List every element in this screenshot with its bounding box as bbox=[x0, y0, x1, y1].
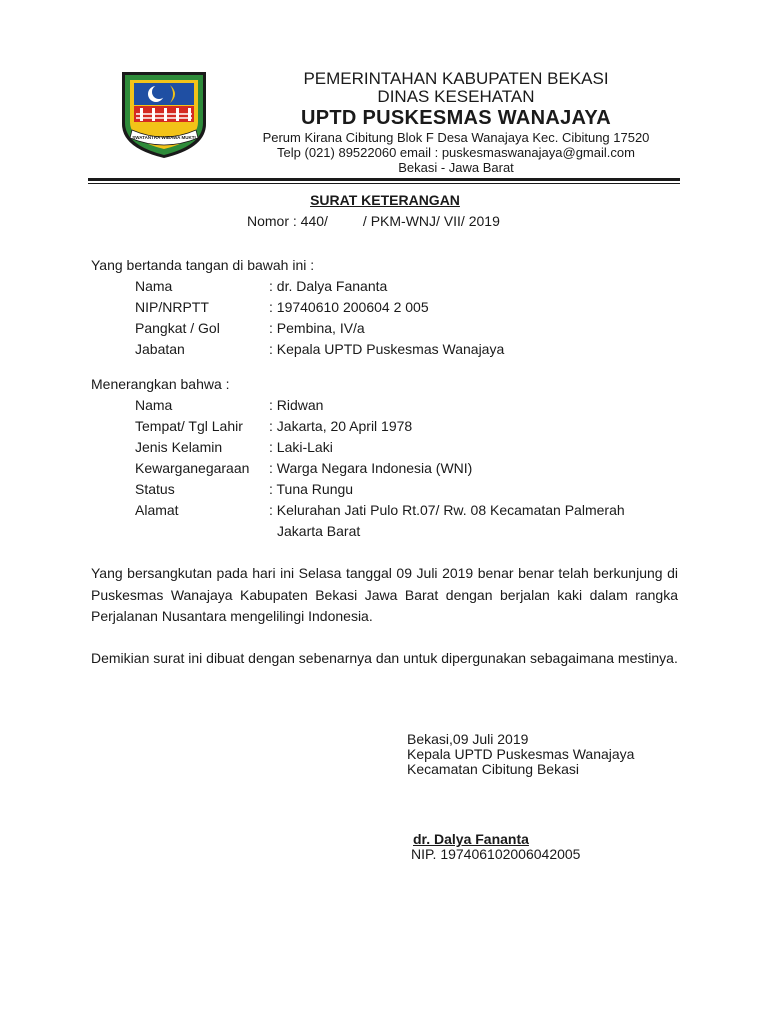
signer-intro: Yang bertanda tangan di bawah ini : bbox=[91, 257, 315, 273]
letterhead-region: Bekasi - Jawa Barat bbox=[398, 160, 514, 175]
letterhead-divider-thick bbox=[88, 178, 680, 181]
letterhead-divider-thin bbox=[88, 183, 680, 184]
logo-motto: SWATANTRA WIBAWA MUKTI bbox=[132, 135, 196, 140]
signer-label: Jabatan bbox=[135, 341, 185, 357]
closing-paragraph: Demikian surat ini dibuat dengan sebenarnya dan untuk dipergunakan sebagaimana mestinya. bbox=[91, 650, 678, 666]
subject-value: : Ridwan bbox=[269, 397, 324, 413]
letterhead-institution: UPTD PUSKESMAS WANAJAYA bbox=[301, 107, 611, 129]
signer-label: NIP/NRPTT bbox=[135, 299, 209, 315]
subject-label: Status bbox=[135, 481, 175, 497]
statement-paragraph: Yang bersangkutan pada hari ini Selasa tanggal 09 Juli 2019 benar benar telah berkunjung di Puskesmas Wanajaya Kabupaten Bekasi Jawa Barat dengan berjalan kaki dalam rangka Perjalanan Nusantara mengelilingi Indonesia. bbox=[91, 565, 678, 624]
signer-value: : 19740610 200604 2 005 bbox=[269, 299, 429, 315]
subject-label: Nama bbox=[135, 397, 173, 413]
letterhead-government: PEMERINTAHAN KABUPATEN BEKASI bbox=[303, 69, 609, 88]
subject-value: : Laki-Laki bbox=[269, 439, 333, 455]
letterhead-contact: Telp (021) 89522060 email : puskesmaswanajaya@gmail.com bbox=[277, 145, 635, 160]
subject-label: Kewarganegaraan bbox=[135, 460, 250, 476]
letter-number: Nomor : 440/ / PKM-WNJ/ VII/ 2019 bbox=[247, 213, 500, 229]
signature-place-date: Bekasi,09 Juli 2019 bbox=[407, 731, 529, 747]
subject-value: : Tuna Rungu bbox=[269, 481, 354, 497]
signer-value: : Pembina, IV/a bbox=[269, 320, 365, 336]
letterhead-address: Perum Kirana Cibitung Blok F Desa Wanajaya Kec. Cibitung 17520 bbox=[262, 130, 650, 145]
subject-label: Tempat/ Tgl Lahir bbox=[135, 418, 243, 434]
letterhead bbox=[228, 70, 684, 175]
signer-value: : Kepala UPTD Puskesmas Wanajaya bbox=[269, 341, 505, 357]
signer-value: : dr. Dalya Fananta bbox=[269, 278, 388, 294]
letter-title: SURAT KETERANGAN bbox=[310, 192, 460, 208]
subject-label: Alamat bbox=[135, 502, 179, 518]
subject-value: : Jakarta, 20 April 1978 bbox=[269, 418, 413, 434]
letter-title-wrap bbox=[0, 192, 768, 210]
signature-position-area: Kecamatan Cibitung Bekasi bbox=[407, 761, 579, 777]
signature-position: Kepala UPTD Puskesmas Wanajaya bbox=[407, 746, 635, 762]
bekasi-regency-logo bbox=[118, 68, 210, 160]
signer-label: Pangkat / Gol bbox=[135, 320, 220, 336]
letterhead-department: DINAS KESEHATAN bbox=[377, 87, 535, 106]
subject-value: : Warga Negara Indonesia (WNI) bbox=[269, 460, 473, 476]
subject-address-continued: Jakarta Barat bbox=[277, 523, 361, 539]
signer-label: Nama bbox=[135, 278, 173, 294]
subject-value: : Kelurahan Jati Pulo Rt.07/ Rw. 08 Kecamatan Palmerah bbox=[269, 502, 625, 518]
subject-intro: Menerangkan bahwa : bbox=[91, 376, 230, 392]
signature-name: dr. Dalya Fananta bbox=[413, 831, 529, 847]
subject-label: Jenis Kelamin bbox=[135, 439, 223, 455]
signature-nip: NIP. 197406102006042005 bbox=[411, 846, 581, 862]
